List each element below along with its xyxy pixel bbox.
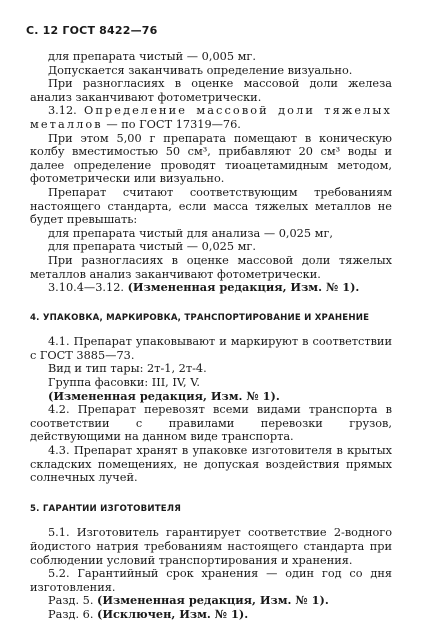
paragraph-visual-allowed: Допускается заканчивать определение визуально. (48, 63, 353, 77)
paragraph-metals-dispute: При разногласиях в оценке массовой доли тяжелых металлов анализ заканчивают фотометрически. (30, 253, 392, 281)
amendment-note: (Измененная редакция, Изм. № 1). (127, 280, 360, 295)
paragraph-heavy-metals-criteria: Препарат считают соответствующим требованиям настоящего стандарта, если масса тяжелых металлов не будет превышать: (30, 185, 392, 227)
paragraph-section-6-excluded (30, 608, 392, 622)
paragraph-section-5-amendment (30, 594, 392, 608)
paragraph-norm-pure: для препарата чистый — 0,005 мг. (48, 50, 256, 63)
paragraph-4-1: 4.1. Препарат упаковывают и маркируют в соответствии с ГОСТ 3885—73. (30, 335, 392, 362)
paragraph-norm-analytical: для препарата чистый для анализа — 0,025 мг, (48, 226, 333, 240)
section-ref: Разд. 5. (48, 594, 94, 608)
paragraph-container-type: Вид и тип тары: 2т-1, 2т-4. (48, 362, 207, 376)
paragraph-amendment-3 (30, 281, 392, 295)
clause-title-spaced: Определение массовой доли тяжелых металлов (30, 104, 392, 131)
paragraph-packing-group: Группа фасовки: III, IV, V. (48, 376, 200, 390)
section-ref: Разд. 6. (48, 607, 94, 621)
paragraph-5-1: 5.1. Изготовитель гарантирует соответствие 2-водного йодистого натрия требованиям настоящего стандарта при соблюдении условий транспортирования и хранения. (30, 526, 392, 567)
section-4-title: 4. УПАКОВКА, МАРКИРОВКА, ТРАНСПОРТИРОВАНИЕ И ХРАНЕНИЕ (30, 312, 370, 323)
spacer (30, 485, 392, 503)
section-5-title: 5. ГАРАНТИИ ИЗГОТОВИТЕЛЯ (30, 503, 182, 514)
page-content (30, 50, 392, 622)
amendment-note: (Измененная редакция, Изм. № 1). (48, 388, 280, 403)
clause-number: 3.12. (48, 104, 77, 118)
spacer (30, 325, 392, 335)
spacer (30, 516, 392, 526)
paragraph-norm-pure-metals: для препарата чистый — 0,025 мг. (48, 240, 256, 254)
clause-range: 3.10.4—3.12. (48, 281, 124, 295)
amendment-note: (Исключен, Изм. № 1). (97, 606, 249, 621)
paragraph-iron-dispute: При разногласиях в оценке массовой доли железа анализ заканчивают фотометрически. (30, 77, 392, 104)
amendment-note: (Измененная редакция, Изм. № 1). (97, 593, 329, 608)
paragraph-4-2: 4.2. Препарат перевозят всеми видами транспорта в соответствии с правилами перевозки грузов, действующими на данном виде транспорта. (30, 403, 392, 444)
paragraph-heavy-metals-heading (30, 104, 392, 131)
clause-reference: — по ГОСТ 17319—76. (106, 117, 241, 131)
paragraph-heavy-metals-method: При этом 5,00 г препарата помещают в коническую колбу вместимостью 50 см³, прибавляют 20 см³ воды и далее определение проводят тиоацетамидным методом, фотометрически или визуально. (30, 131, 392, 186)
paragraph-4-3: 4.3. Препарат хранят в упаковке изготовителя в крытых складских помещениях, не допуская воздействия прямых солнечных лучей. (30, 444, 392, 485)
page-header: С. 12 ГОСТ 8422—76 (26, 24, 158, 37)
spacer (30, 295, 392, 312)
paragraph-5-2: 5.2. Гарантийный срок хранения — один год со дня изготовления. (30, 567, 392, 594)
paragraph-amendment-4 (30, 390, 392, 404)
